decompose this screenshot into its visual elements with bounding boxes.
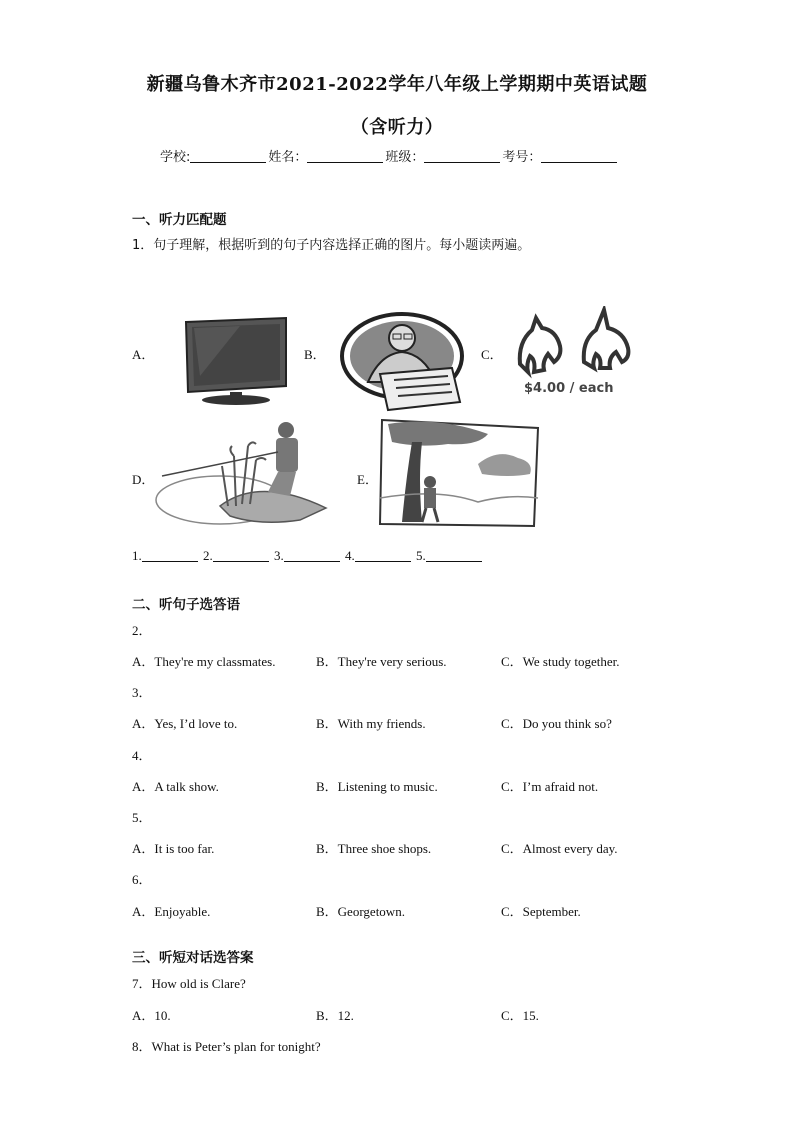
class-label: 班级： xyxy=(385,150,425,165)
name-blank[interactable] xyxy=(307,148,383,163)
exam-no-blank[interactable] xyxy=(541,148,617,163)
question-number: 4． xyxy=(132,748,152,763)
answer-number: 2. xyxy=(203,548,213,563)
answer-blank[interactable] xyxy=(355,549,411,562)
option-c[interactable]: C．I’m afraid not. xyxy=(501,779,599,794)
answer-number: 3. xyxy=(274,548,284,563)
answer-blank[interactable] xyxy=(142,549,198,562)
option-c[interactable]: C．15. xyxy=(501,1008,539,1023)
picture-answer-row xyxy=(132,548,484,564)
picture-label-b: B． xyxy=(304,347,326,362)
option-c[interactable]: C．Almost every day. xyxy=(501,841,618,856)
question-8: 8．What is Peter’s plan for tonight? xyxy=(132,1039,321,1054)
option-b[interactable]: B．Three shoe shops. xyxy=(316,841,432,856)
question-1: 1．句子理解，根据听到的句子内容选择正确的图片。每小题读两遍。 xyxy=(132,238,531,253)
option-b[interactable]: B．Georgetown. xyxy=(316,904,405,919)
school-blank[interactable] xyxy=(190,148,266,163)
answer-blank[interactable] xyxy=(426,549,482,562)
school-label: 学校: xyxy=(160,150,191,165)
option-a[interactable]: A．A talk show. xyxy=(132,779,219,794)
picture-label-d: D． xyxy=(132,472,155,487)
option-a[interactable]: A．Enjoyable. xyxy=(132,904,211,919)
name-label: 姓名： xyxy=(268,150,308,165)
answer-number: 5. xyxy=(416,548,426,563)
option-c[interactable]: C．September. xyxy=(501,904,581,919)
horse-toys-icon xyxy=(512,306,644,402)
picture-label-e: E． xyxy=(357,472,378,487)
answer-number: 4. xyxy=(345,548,355,563)
page-title: 新疆乌鲁木齐市2021-2022学年八年级上学期期中英语试题 xyxy=(146,74,648,95)
option-a[interactable]: A．Yes, I’d love to. xyxy=(132,716,238,731)
question-number: 5． xyxy=(132,810,152,825)
question-number: 3． xyxy=(132,685,152,700)
man-reading-newspaper-icon xyxy=(340,310,464,412)
boy-under-tree-icon xyxy=(378,418,540,530)
question-number: 6． xyxy=(132,872,152,887)
section1-heading: 一、听力匹配题 xyxy=(132,212,227,228)
option-a[interactable]: A．It is too far. xyxy=(132,841,215,856)
student-info-line xyxy=(160,146,619,165)
option-c[interactable]: C．We study together. xyxy=(501,654,620,669)
option-c[interactable]: C．Do you think so? xyxy=(501,716,612,731)
answer-number: 1. xyxy=(132,548,142,563)
option-b[interactable]: B．They're very serious. xyxy=(316,654,447,669)
television-icon xyxy=(180,316,292,408)
question-number: 2． xyxy=(132,623,152,638)
option-a[interactable]: A．10. xyxy=(132,1008,171,1023)
picture-label-c: C． xyxy=(481,347,503,362)
picture-label-a: A． xyxy=(132,347,155,362)
answer-blank[interactable] xyxy=(284,549,340,562)
page-subtitle: （含听力） xyxy=(350,117,444,138)
question-7: 7．How old is Clare? xyxy=(132,976,246,991)
price-caption: $4.00 / each xyxy=(524,381,614,396)
section2-heading: 二、听句子选答语 xyxy=(132,597,240,613)
answer-blank[interactable] xyxy=(213,549,269,562)
option-b[interactable]: B．With my friends. xyxy=(316,716,426,731)
exam-no-label: 考号： xyxy=(502,150,542,165)
option-a[interactable]: A．They're my classmates. xyxy=(132,654,276,669)
boy-fishing-icon xyxy=(150,416,336,532)
option-b[interactable]: B．12. xyxy=(316,1008,354,1023)
section3-heading: 三、听短对话选答案 xyxy=(132,950,254,966)
option-b[interactable]: B．Listening to music. xyxy=(316,779,438,794)
class-blank[interactable] xyxy=(424,148,500,163)
